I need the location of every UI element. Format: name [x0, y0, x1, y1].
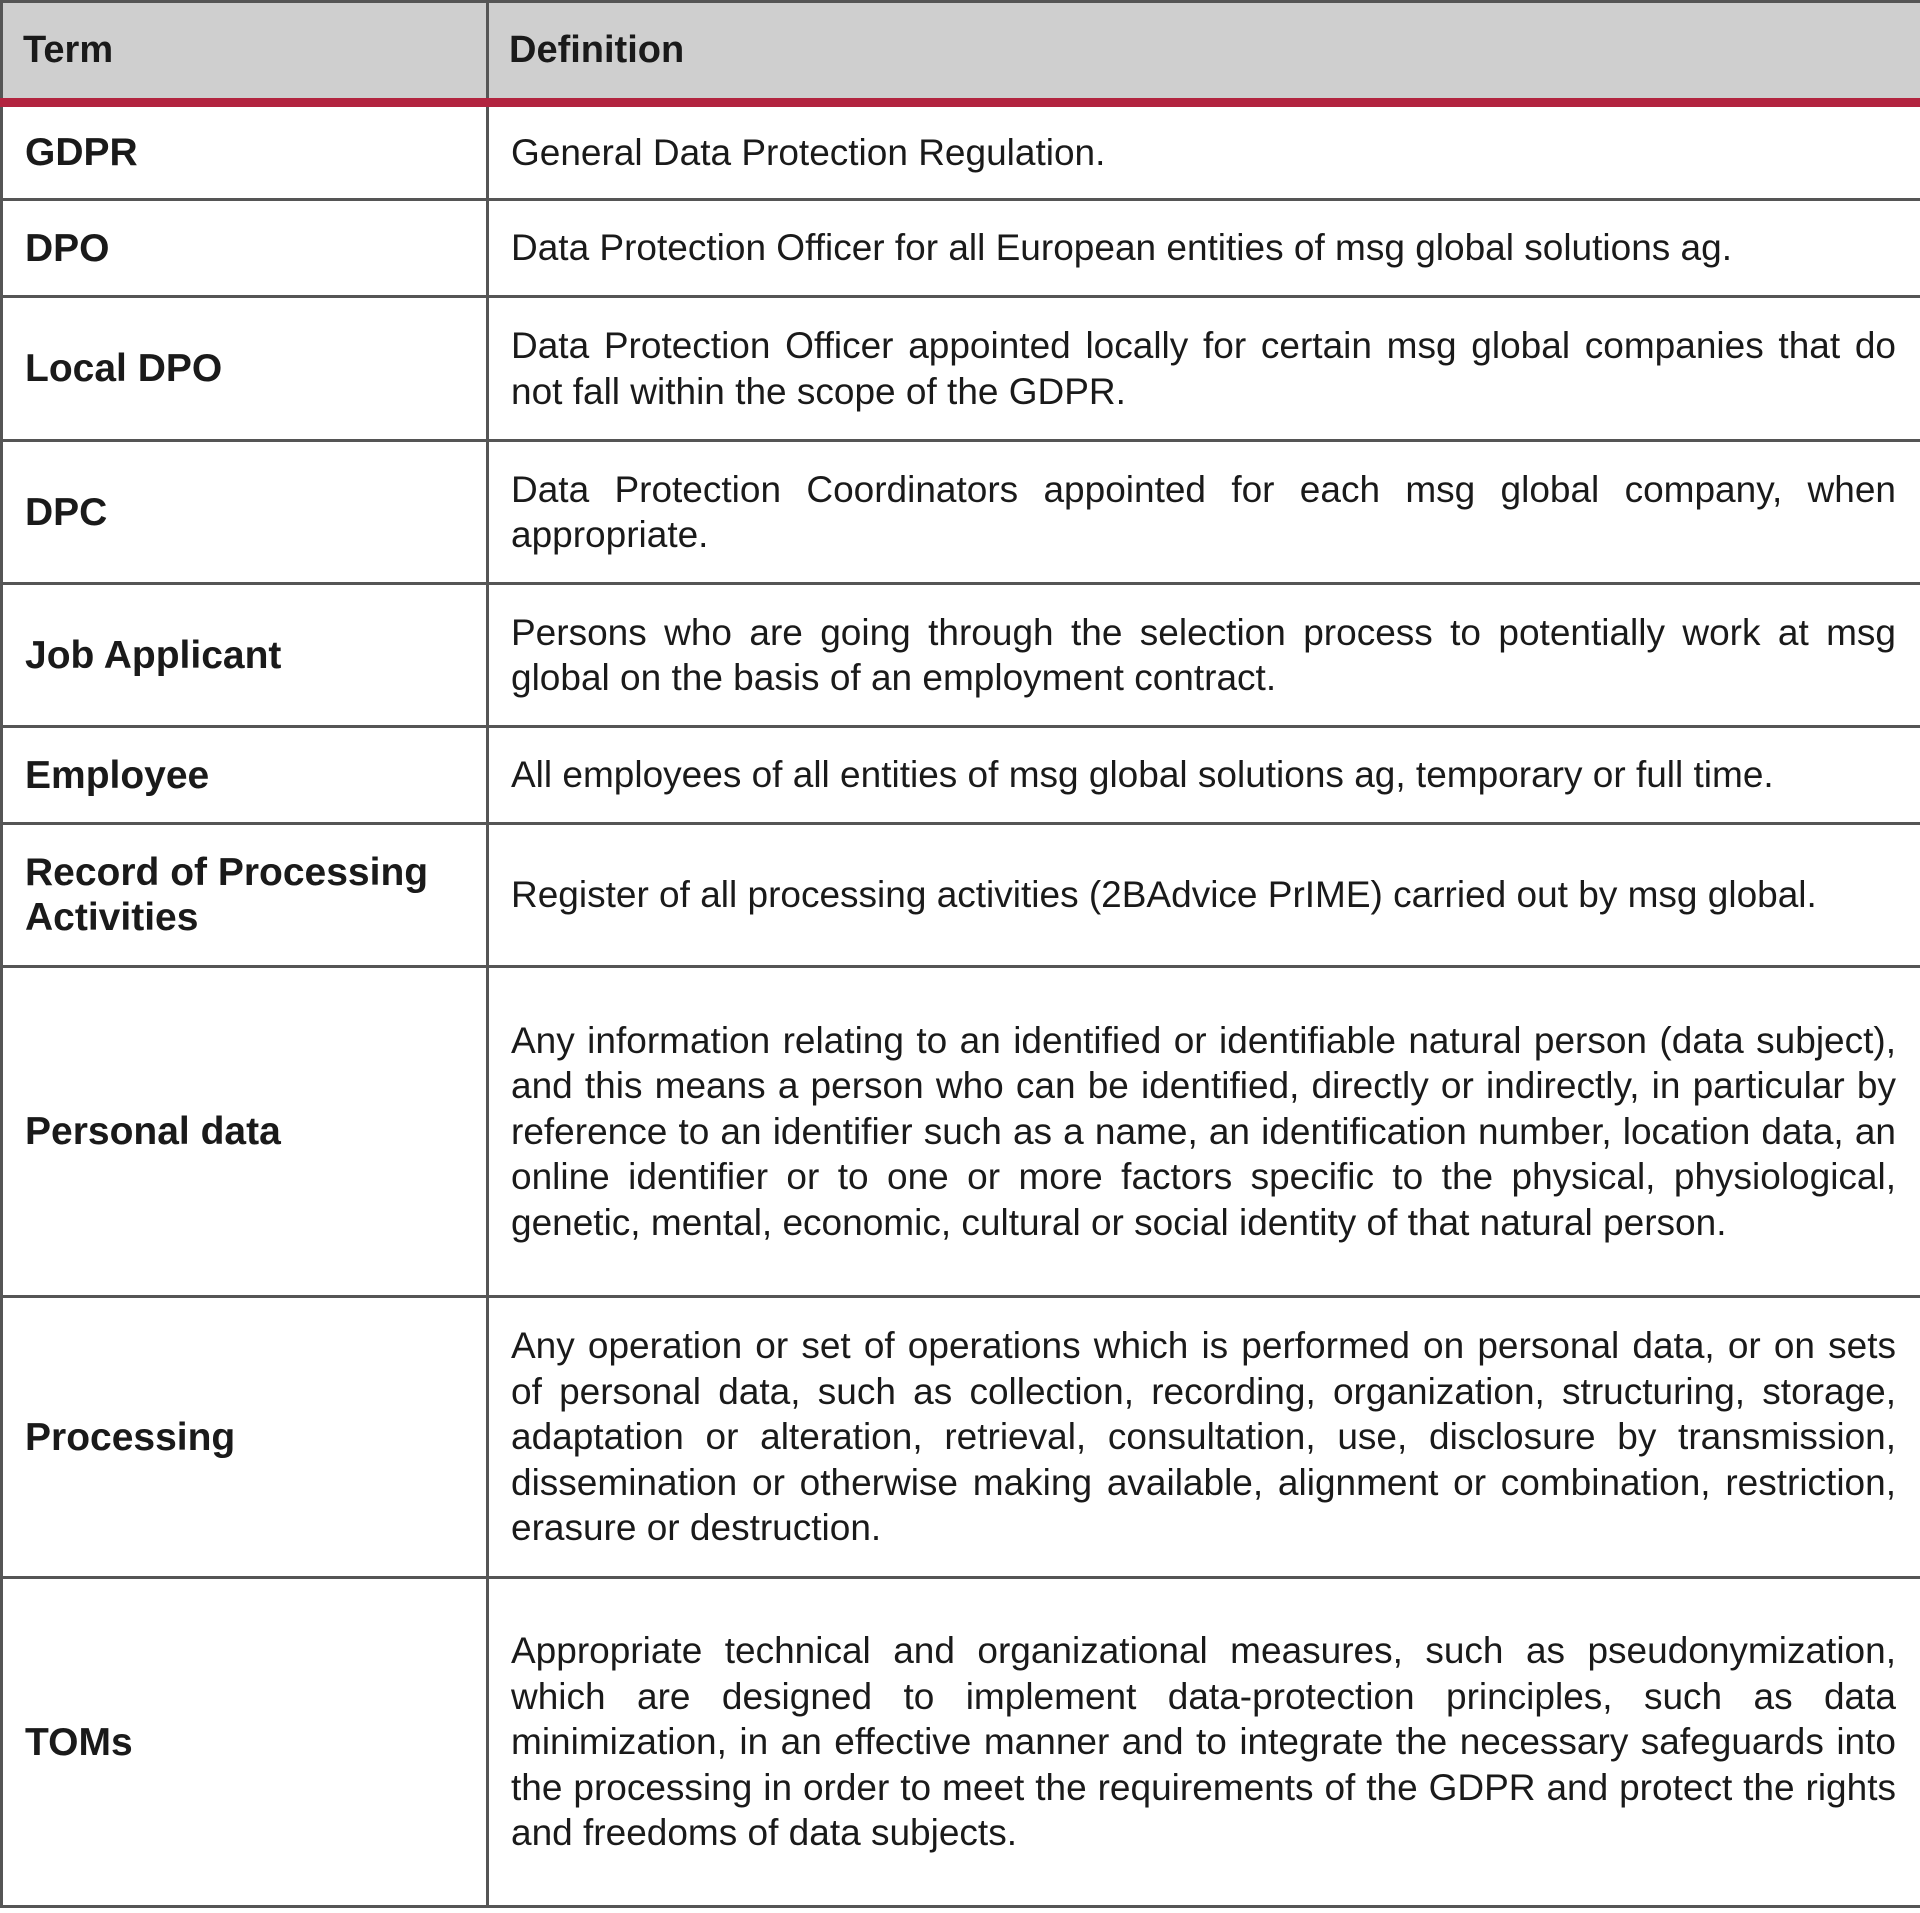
table-row [2, 727, 1920, 824]
table-row [2, 1578, 1920, 1907]
table-row [2, 824, 1920, 967]
definition-cell: All employees of all entities of msg global solutions ag, temporary or full time. [488, 727, 1920, 824]
header-row [2, 2, 1920, 103]
term-cell: Local DPO [2, 297, 488, 441]
table-row [2, 441, 1920, 584]
term-cell: Employee [2, 727, 488, 824]
term-cell: GDPR [2, 103, 488, 200]
definition-cell: Any information relating to an identified or identifiable natural person (data subject), and this means a person who can be identified, directly or indirectly, in particular by reference to an identifier such as a name, an identification number, location data, an online identifier or to one or more factors specific to the physical, physiological, genetic, mental, economic, cultural or social identity of that natural person. [488, 967, 1920, 1297]
term-cell: TOMs [2, 1578, 488, 1907]
table-row [2, 584, 1920, 727]
table-row [2, 200, 1920, 297]
term-cell: Personal data [2, 967, 488, 1297]
header-definition: Definition [488, 2, 1920, 103]
definition-cell: Persons who are going through the selection process to potentially work at msg global on the basis of an employment contract. [488, 584, 1920, 727]
table-row [2, 103, 1920, 200]
table-row [2, 967, 1920, 1297]
header-term: Term [2, 2, 488, 103]
term-cell: Job Applicant [2, 584, 488, 727]
table-row [2, 297, 1920, 441]
definition-cell: General Data Protection Regulation. [488, 103, 1920, 200]
term-cell: Record of Processing Activities [2, 824, 488, 967]
definition-cell: Data Protection Officer for all European entities of msg global solutions ag. [488, 200, 1920, 297]
table-row [2, 1297, 1920, 1578]
term-cell: DPC [2, 441, 488, 584]
definition-cell: Any operation or set of operations which is performed on personal data, or on sets of personal data, such as collection, recording, organization, structuring, storage, adaptation or alteration, retrieval, consultation, use, disclosure by transmission, dissemination or otherwise making available, alignment or combination, restriction, erasure or destruction. [488, 1297, 1920, 1578]
table-body [2, 103, 1920, 1907]
definition-cell: Data Protection Coordinators appointed for each msg global company, when appropriate. [488, 441, 1920, 584]
definition-cell: Register of all processing activities (2BAdvice PrIME) carried out by msg global. [488, 824, 1920, 967]
table-header [2, 2, 1920, 103]
term-cell: Processing [2, 1297, 488, 1578]
definition-cell: Data Protection Officer appointed locally for certain msg global companies that do not fall within the scope of the GDPR. [488, 297, 1920, 441]
term-cell: DPO [2, 200, 488, 297]
definition-cell: Appropriate technical and organizational measures, such as pseudonymization, which are designed to implement data-protection principles, such as data minimization, in an effective manner and to integrate the necessary safeguards into the processing in order to meet the requirements of the GDPR and protect the rights and freedoms of data subjects. [488, 1578, 1920, 1907]
